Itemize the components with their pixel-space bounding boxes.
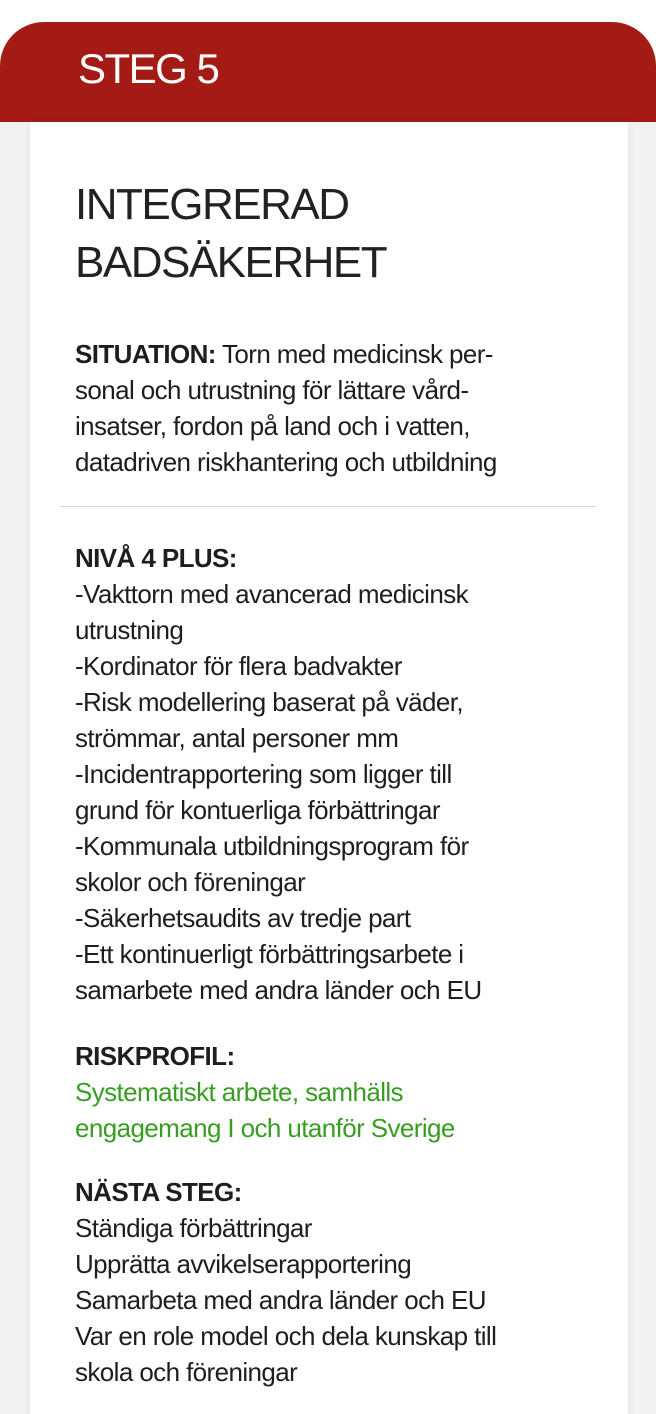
risk-profile-line: engagemang I och utanför Sverige	[75, 1113, 455, 1143]
title-line: INTEGRERAD	[75, 180, 349, 229]
level-line: strömmar, antal personer mm	[75, 723, 399, 753]
next-steps-line: Upprätta avvikelserapportering	[75, 1249, 412, 1279]
situation-label: SITUATION:	[75, 339, 216, 369]
level-section	[75, 540, 620, 1008]
step-header	[0, 22, 656, 122]
next-steps-line: Samarbeta med andra länder och EU	[75, 1285, 486, 1315]
title-line: BADSÄKERHET	[75, 238, 387, 287]
level-line: grund för kontuerliga förbättringar	[75, 795, 440, 825]
level-line: -Säkerhetsaudits av tredje part	[75, 903, 411, 933]
level-line: -Ett kontinuerligt förbättringsarbete i	[75, 939, 464, 969]
risk-profile-section	[75, 1038, 620, 1146]
level-line: -Kordinator för flera badvakter	[75, 651, 402, 681]
level-line: utrustning	[75, 615, 184, 645]
step-label: STEG 5	[78, 45, 219, 92]
level-label: NIVÅ 4 PLUS:	[75, 543, 237, 573]
level-line: -Incidentrapportering som ligger till	[75, 759, 452, 789]
level-line: samarbete med andra länder och EU	[75, 975, 482, 1005]
level-line: skolor och föreningar	[75, 867, 306, 897]
next-steps-line: skola och föreningar	[75, 1357, 298, 1387]
next-steps-label: NÄSTA STEG:	[75, 1177, 242, 1207]
page-title	[75, 176, 615, 292]
next-steps-line: Ständiga förbättringar	[75, 1213, 312, 1243]
level-line: -Vakttorn med avancerad medicinsk	[75, 579, 469, 609]
level-line: -Kommunala utbildningsprogram för	[75, 831, 469, 861]
next-steps-line: Var en role model och dela kunskap till	[75, 1321, 497, 1351]
situation-line: sonal och utrustning för lättare vård-	[75, 375, 469, 405]
next-steps-section	[75, 1174, 620, 1390]
situation-line: datadriven riskhantering och utbildning	[75, 447, 497, 477]
situation-text: Torn med medicinsk per-	[215, 339, 493, 369]
situation-first-line	[75, 336, 620, 372]
risk-profile-label: RISKPROFIL:	[75, 1041, 235, 1071]
risk-profile-line: Systematiskt arbete, samhälls	[75, 1077, 403, 1107]
step-content	[75, 176, 615, 338]
situation-line: insatser, fordon på land och i vatten,	[75, 411, 470, 441]
level-line: -Risk modellering baserat på väder,	[75, 687, 463, 717]
section-divider	[60, 506, 596, 507]
situation-section	[75, 336, 620, 480]
